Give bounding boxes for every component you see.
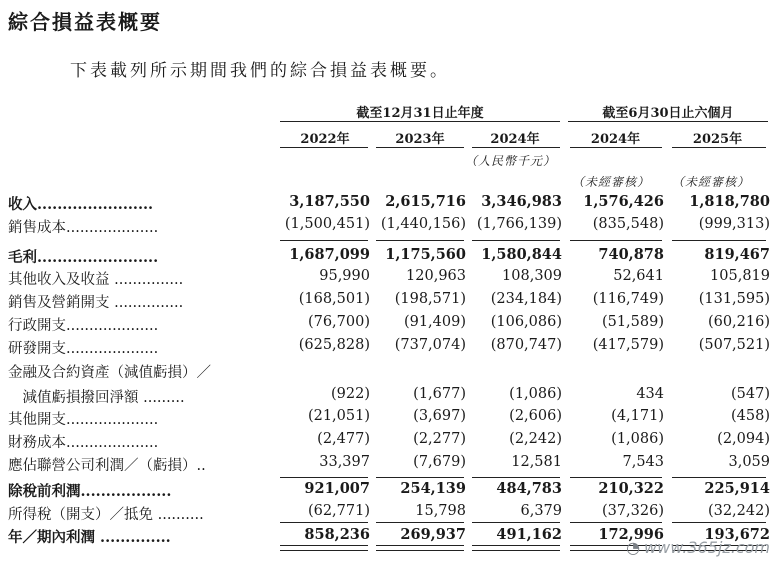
subtotal-rule [280,477,368,478]
page-title: 綜合損益表概要 [8,10,162,34]
row-value: 225,914 [704,480,770,497]
row-value: 12,581 [511,454,562,470]
subtotal-rule [472,522,560,523]
row-value: (32,242) [707,503,770,519]
total-double-rule [472,545,560,551]
row-value: 193,672 [704,526,770,543]
row-label: 財務成本.................... [8,435,159,451]
row-value: 7,543 [622,454,664,470]
row-value: 3,346,983 [481,193,562,210]
row-value: 2,615,716 [385,193,466,210]
subtotal-rule [570,240,662,241]
table-row [0,193,774,215]
group-header-halfyear: 截至6月30日止六個月 [602,106,734,121]
row-label: 銷售及營銷開支 ............... [8,295,184,311]
row-value: 1,175,560 [385,246,466,263]
row-value: 254,139 [400,480,466,497]
watermark [626,538,770,557]
year-rule [672,147,766,148]
row-value: (168,501) [298,291,370,307]
table-row [0,408,774,430]
row-value: 120,963 [406,268,466,284]
row-value: 6,379 [520,503,562,519]
row-value: (999,313) [698,216,770,232]
row-value: (1,766,139) [476,216,562,232]
row-value: (234,184) [490,291,562,307]
subtotal-rule [376,240,464,241]
unaudited-note: （未經審核） [572,175,651,189]
table-row [0,337,774,359]
row-label: 研發開支.................... [8,341,159,357]
row-value: (870,747) [490,337,562,353]
row-label: 金融及合約資產（減值虧損）／ [8,365,211,381]
row-value: 484,783 [496,480,562,497]
row-value: 819,467 [704,246,770,263]
subtotal-rule [472,477,560,478]
row-value: (2,094) [717,431,770,447]
row-label: 銷售成本.................... [8,220,159,236]
subtotal-rule [672,477,766,478]
row-label: 毛利........................ [8,249,159,266]
row-value: (62,771) [307,503,370,519]
row-value: 15,798 [415,503,466,519]
table-row [0,431,774,453]
row-label: 減值虧損撥回淨額 ......... [8,390,185,406]
row-label: 年／期內利潤 .............. [8,529,171,546]
row-value: (2,242) [509,431,562,447]
row-value: (198,571) [394,291,466,307]
row-value: 33,397 [319,454,370,470]
row-value: 210,322 [598,480,664,497]
row-value: 858,236 [304,526,370,543]
group-rule-halfyear [568,121,768,122]
row-value: (2,477) [317,431,370,447]
row-label: 其他開支.................... [8,412,159,428]
row-value: (131,595) [698,291,770,307]
year-rule [280,147,368,148]
row-value: 108,309 [502,268,562,284]
row-value: 491,162 [496,526,562,543]
year-rule [376,147,464,148]
table-row [0,361,774,383]
row-value: (458) [731,408,770,424]
row-value: (37,326) [601,503,664,519]
subtotal-rule [472,240,560,241]
year-header: 2022年 [300,132,350,147]
row-value: (116,749) [592,291,664,307]
subtotal-rule [672,522,766,523]
row-value: (1,086) [509,386,562,402]
subtotal-rule [672,240,766,241]
row-value: (1,440,156) [380,216,466,232]
row-value: (922) [331,386,370,402]
row-value: (835,548) [592,216,664,232]
row-value: (91,409) [403,314,466,330]
group-header-annual: 截至12月31日止年度 [356,106,484,121]
row-value: 1,576,426 [583,193,664,210]
subtotal-rule [280,522,368,523]
subtotal-rule [376,522,464,523]
row-value: (7,679) [413,454,466,470]
year-header: 2024年 [590,132,641,147]
table-row [0,386,774,408]
row-label: 收入....................... [8,196,154,213]
year-header: 2024年 [490,132,540,147]
row-value: 1,687,099 [289,246,370,263]
year-rule [472,147,560,148]
row-value: (76,700) [307,314,370,330]
row-value: (1,086) [611,431,664,447]
subtotal-rule [570,522,662,523]
watermark-text: www.365jz.com [644,538,770,557]
year-header: 2023年 [395,132,445,147]
row-value: (507,521) [698,337,770,353]
table-row [0,314,774,336]
row-value: 95,990 [319,268,370,284]
subtotal-rule [280,240,368,241]
subtotal-rule [570,477,662,478]
unit-note: （人民幣千元） [465,154,557,168]
row-value: 740,878 [598,246,664,263]
row-label: 除稅前利潤.................. [8,483,172,500]
row-value: (1,677) [413,386,466,402]
row-value: (21,051) [307,408,370,424]
row-value: 1,818,780 [689,193,770,210]
row-value: 1,580,844 [481,246,562,263]
row-value: (51,589) [601,314,664,330]
row-value: 105,819 [710,268,770,284]
table-row [0,268,774,290]
intro-text: 下表載列所示期間我們的綜合損益表概要。 [70,61,450,81]
total-double-rule [376,545,464,551]
row-label: 其他收入及收益 ............... [8,272,184,288]
row-value: 3,059 [728,454,770,470]
subtotal-rule [376,477,464,478]
row-value: (106,086) [490,314,562,330]
row-value: (2,606) [509,408,562,424]
row-value: 3,187,550 [289,193,370,210]
table-row [0,216,774,238]
row-value: (737,074) [394,337,466,353]
row-value: (2,277) [413,431,466,447]
row-value: (60,216) [707,314,770,330]
year-header: 2025年 [692,132,743,147]
row-value: 172,996 [598,526,664,543]
row-value: (417,579) [592,337,664,353]
row-label: 行政開支.................... [8,318,159,334]
row-label: 應佔聯營公司利潤／（虧損）.. [8,458,206,474]
year-rule [570,147,662,148]
table-row [0,480,774,502]
row-value: 434 [636,386,664,402]
total-double-rule [280,545,368,551]
row-value: (1,500,451) [284,216,370,232]
watermark-logo-icon: ◔ [626,538,641,557]
row-value: (4,171) [611,408,664,424]
row-label: 所得稅（開支）／抵免 .......... [8,507,204,523]
table-row [0,246,774,268]
row-value: (3,697) [413,408,466,424]
row-value: (547) [731,386,770,402]
row-value: 269,937 [400,526,466,543]
group-rule-annual [280,121,560,122]
row-value: (625,828) [298,337,370,353]
table-row [0,454,774,476]
row-value: 52,641 [613,268,664,284]
table-row [0,291,774,313]
unaudited-note: （未經審核） [672,175,751,189]
row-value: 921,007 [304,480,370,497]
